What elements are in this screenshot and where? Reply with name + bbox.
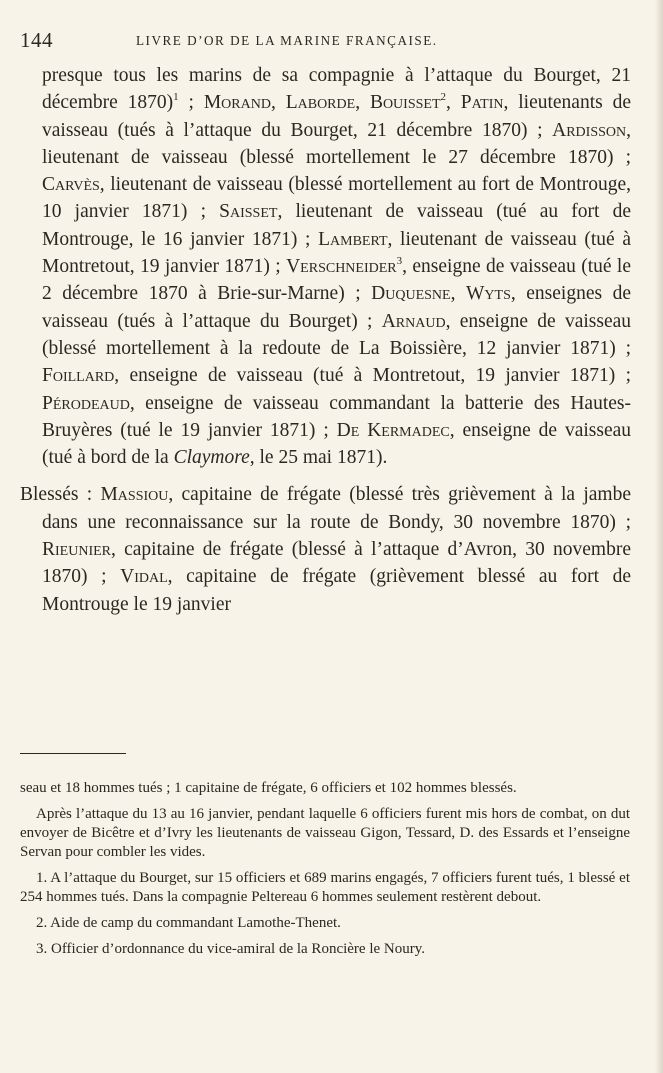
paragraph-wounded-officers	[20, 481, 631, 617]
text-segment: , lieutenant de vaisseau (blessé mortellement au fort de Montrouge, 10 janvier 1871) ;	[42, 174, 631, 223]
name-foillard: Foillard	[42, 365, 115, 387]
page-number: 144	[20, 28, 53, 52]
text-segment: presque tous les marins de sa compagnie à l’attaque du Bourget, 21 décembre 1870)	[42, 65, 631, 114]
name-perodeaud: Pérodeaud	[42, 392, 130, 414]
name-lambert: Lambert	[318, 228, 388, 250]
name-duquesne: Duquesne	[371, 283, 451, 305]
text-segment: , enseigne de vaisseau (tué le 2 décembre 1870 à Brie-sur-Marne) ;	[42, 256, 631, 305]
text-segment: , capitaine de frégate (grièvement blessé au fort de Montrouge le 19 janvier	[42, 566, 631, 615]
name-vidal: Vidal	[120, 566, 168, 588]
text-segment: , enseigne de vaisseau (blessé mortellement à la redoute de La Boissière, 12 janvier 1871) ;	[42, 310, 632, 359]
text-segment: , capitaine de frégate (blessé à l’attaque d’Avron, 30 novembre 1870) ;	[42, 539, 631, 588]
footnote-ref-1: 1	[173, 90, 179, 103]
name-massiou: Massiou	[100, 484, 169, 506]
name-laborde: Laborde	[285, 92, 356, 114]
name-rieunier: Rieunier	[42, 539, 111, 561]
text-segment: ,	[450, 283, 466, 305]
text-segment: , capitaine de frégate (blessé très grièvement à la jambe dans une reconnaissance sur la route de Bondy, 30 novembre 1870) ;	[42, 484, 631, 533]
text-segment: ;	[178, 92, 204, 114]
footnote-3: 3. Officier d’ordonnance du vice-amiral de la Roncière le Noury.	[36, 941, 426, 957]
footnote-ref-3: 3	[396, 254, 403, 267]
text-segment: ,	[355, 92, 370, 114]
footnotes	[20, 779, 630, 959]
text-segment: , enseignes de vaisseau (tués à l’attaque du Bourget) ;	[42, 283, 632, 332]
ship-name: Claymore	[173, 447, 250, 469]
text-segment: , enseigne de vaisseau (tué à bord de la	[42, 419, 632, 469]
name-bouisset: Bouisset	[369, 92, 441, 114]
page-edge-shadow	[655, 0, 663, 1073]
footnote-continuation: seau et 18 hommes tués ; 1 capitaine de frégate, 6 officiers et 102 hommes blessés.	[20, 780, 517, 796]
name-morand: Morand	[203, 92, 271, 114]
page-header	[20, 28, 640, 54]
footnote-continuation-paragraph: Après l’attaque du 13 au 16 janvier, pendant laquelle 6 officiers furent mis hors de combat, on dut envoyer de Bicêtre et d’Ivry les lieutenants de vaisseau Gigon, Tessard, D. des Essards et l’enseigne Servan pour combler les vides.	[20, 806, 630, 860]
section-label-blesses: Blessés :	[20, 484, 101, 506]
name-arnaud: Arnaud	[381, 310, 446, 332]
text-segment: , lieutenant de vaisseau (tué au fort de Montrouge, le 16 janvier 1871) ;	[42, 201, 631, 250]
footnote-1: 1. A l’attaque du Bourget, sur 15 officiers et 689 marins engagés, 7 officiers furent tués, 1 blessé et 254 hommes tués. Dans la compagnie Peltereau 6 hommes seulement restèrent debout.	[20, 870, 630, 905]
name-wyts: Wyts	[466, 283, 511, 305]
text-segment: ,	[270, 92, 286, 114]
name-verschneider: Verschneider	[286, 256, 397, 278]
text-segment: , lieutenants de vaisseau (tués à l’attaque du Bourget, 21 décembre 1870) ;	[42, 92, 632, 141]
text-segment: , lieutenant de vaisseau (blessé mortellement le 27 décembre 1870) ;	[42, 119, 631, 168]
footnote-ref-2: 2	[440, 90, 447, 103]
text-segment: , lieutenant de vaisseau (tué à Montretout, 19 janvier 1871) ;	[42, 228, 631, 278]
name-patin: Patin	[460, 92, 504, 114]
paragraph-killed-officers	[20, 62, 631, 471]
running-title: LIVRE D’OR DE LA MARINE FRANÇAISE.	[136, 33, 438, 48]
text-segment: , le 25 mai 1871).	[249, 447, 388, 469]
name-carves: Carvès	[42, 174, 100, 196]
name-saisset: Saisset	[219, 201, 278, 223]
text-segment: , enseigne de vaisseau commandant la batterie des Hautes-Bruyères (tué le 19 janvier 1871) ;	[42, 392, 631, 441]
main-text	[20, 62, 631, 618]
name-de-kermadec: De Kermadec	[336, 419, 450, 441]
text-segment: ,	[446, 92, 461, 114]
footnote-2: 2. Aide de camp du commandant Lamothe-Thenet.	[36, 915, 341, 931]
text-segment: , enseigne de vaisseau (tué à Montretout, 19 janvier 1871) ;	[114, 365, 631, 387]
name-ardisson: Ardisson	[552, 119, 627, 141]
footnote-rule	[20, 753, 126, 754]
